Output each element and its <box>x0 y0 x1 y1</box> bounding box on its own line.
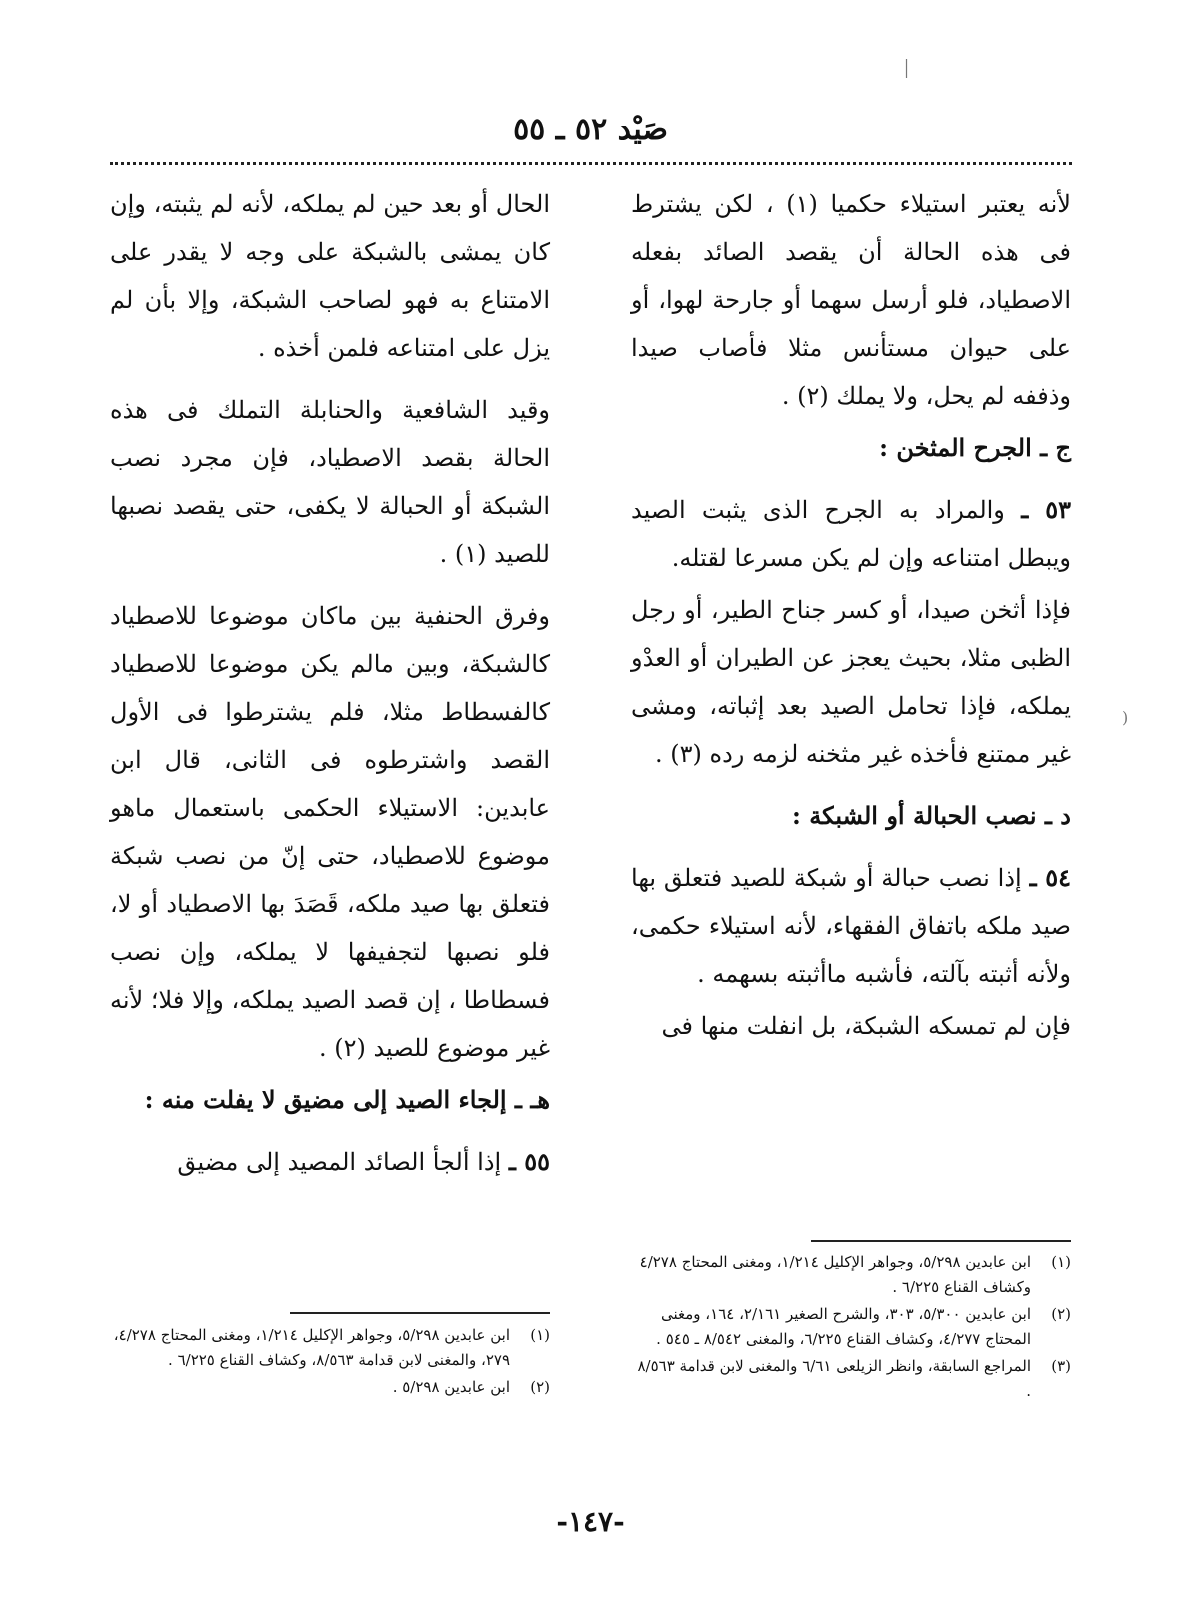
left-column <box>110 180 550 1200</box>
paragraph: لأنه يعتبر استيلاء حكميا (١) ، لكن يشترط فى هذه الحالة أن يقصد الصائد بفعله الاصطياد، فلو أرسل سهما أو جارحة لهوا، أو على حيوان مستأنس مثلا فأصاب صيدا وذففه لم يحل، ولا يملك (٢) . <box>631 190 1071 410</box>
footnote-number: (٣) <box>1051 1357 1071 1375</box>
footnote-text: ابن عابدين ٥/٢٩٨، وجواهر الإكليل ١/٢١٤، ومغنى المحتاج ٤/٢٧٨ وكشاف القناع ٦/٢٢٥ . <box>639 1253 1031 1296</box>
footnote-number: (١) <box>530 1326 550 1344</box>
paragraph-53 <box>631 486 1071 582</box>
footnote <box>631 1354 1071 1404</box>
section-heading: ج ـ الجرح المثخن : <box>879 433 1071 462</box>
paragraph-number: ٥٤ ـ <box>1029 863 1071 892</box>
footnote <box>631 1302 1071 1352</box>
footnote-number: (١) <box>1051 1253 1071 1271</box>
paragraph-text: إذا نصب حبالة أو شبكة للصيد فتعلق بها صيد ملكه باتفاق الفقهاء، لأنه استيلاء حكمى، ولأنه أثبته بآلته، فأشبه ماأثبته بسهمه . <box>631 864 1071 988</box>
footnote <box>110 1375 550 1400</box>
margin-speck: ׀ <box>902 60 912 79</box>
margin-speck: ( <box>1122 708 1129 727</box>
paragraph-text: والمراد به الجرح الذى يثبت الصيد ويبطل امتناعه وإن لم يكن مسرعا لقتله. <box>631 496 1071 572</box>
footnote-number: (٢) <box>1051 1305 1071 1323</box>
paragraph: وفرق الحنفية بين ماكان موضوعا للاصطياد كالشبكة، وبين مالم يكن موضوعا للاصطياد كالفسطاط مثلا، فلم يشترطوا فى الأول القصد واشترطوه فى الثانى، قال ابن عابدين: الاستيلاء الحكمى باستعمال ماهو موضوع للاصطياد، حتى إنّ من نصب شبكة فتعلق بها صيد ملكه، قَصَدَ بها الاصطياد أو لا، فلو نصبها لتجفيفها لا يملكه، وإن نصب فسطاطا ، إن قصد الصيد يملكه، وإلا فلا؛ لأنه غير موضوع للصيد (٢) . <box>110 602 550 1062</box>
paragraph-number: ٥٣ ـ <box>1021 495 1072 524</box>
header-divider <box>110 162 1072 165</box>
paragraph: فإذا أثخن صيدا، أو كسر جناح الطير، أو رجل الظبى مثلا، بحيث يعجز عن الطيران أو العدْو يملكه، فإذا تحامل الصيد بعد إثباته، ومشى غير ممتنع فأخذه غير مثخنه لزمه رده (٣) . <box>631 596 1071 768</box>
paragraph-55 <box>110 1138 550 1186</box>
page-number: -١٤٧- <box>556 1505 625 1538</box>
section-heading: د ـ نصب الحبالة أو الشبكة : <box>792 801 1071 830</box>
paragraph-54 <box>631 854 1071 998</box>
footnote-number: (٢) <box>530 1378 550 1396</box>
footnote-text: ابن عابدين ٥/٣٠٠، ٣٠٣، والشرح الصغير ٢/١٦١، ١٦٤، ومغنى المحتاج ٤/٢٧٧، وكشاف القناع ٦/٢٢٥، والمغنى ٨/٥٤٢ ـ ٥٤٥ . <box>656 1305 1031 1348</box>
footnote-divider <box>290 1312 550 1314</box>
footnote-text: المراجع السابقة، وانظر الزيلعى ٦/٦١ والمغنى لابن قدامة ٨/٥٦٣ . <box>637 1357 1031 1400</box>
paragraph: الحال أو بعد حين لم يملكه، لأنه لم يثبته، وإن كان يمشى بالشبكة على وجه لا يقدر على الامتناع به فهو لصاحب الشبكة، وإلا بأن لم يزل على امتناعه فلمن أخذه . <box>110 190 550 362</box>
right-column <box>631 180 1071 1064</box>
paragraph-text: إذا ألجأ الصائد المصيد إلى مضيق <box>177 1148 502 1176</box>
footnotes-right <box>631 1250 1071 1406</box>
footnote <box>110 1323 550 1373</box>
paragraph: فإن لم تمسكه الشبكة، بل انفلت منها فى <box>661 1012 1071 1040</box>
footnote <box>631 1250 1071 1300</box>
section-heading: هـ ـ إلجاء الصيد إلى مضيق لا يفلت منه : <box>144 1085 550 1114</box>
paragraph: وقيد الشافعية والحنابلة التملك فى هذه الحالة بقصد الاصطياد، فإن مجرد نصب الشبكة أو الحبالة لا يكفى، حتى يقصد نصبها للصيد (١) . <box>110 396 550 568</box>
paragraph-number: ٥٥ ـ <box>508 1147 550 1176</box>
footnote-divider <box>811 1240 1071 1242</box>
footnote-text: ابن عابدين ٥/٢٩٨، وجواهر الإكليل ١/٢١٤، ومغنى المحتاج ٤/٢٧٨، ٢٧٩، والمغنى لابن قدامة ٨/٥٦٣، وكشاف القناع ٦/٢٢٥ . <box>113 1326 510 1369</box>
footnote-text: ابن عابدين ٥/٢٩٨ . <box>392 1378 510 1396</box>
footnotes-left <box>110 1323 550 1402</box>
page-header: صَيْد ٥٢ ـ ٥٥ <box>513 112 668 147</box>
